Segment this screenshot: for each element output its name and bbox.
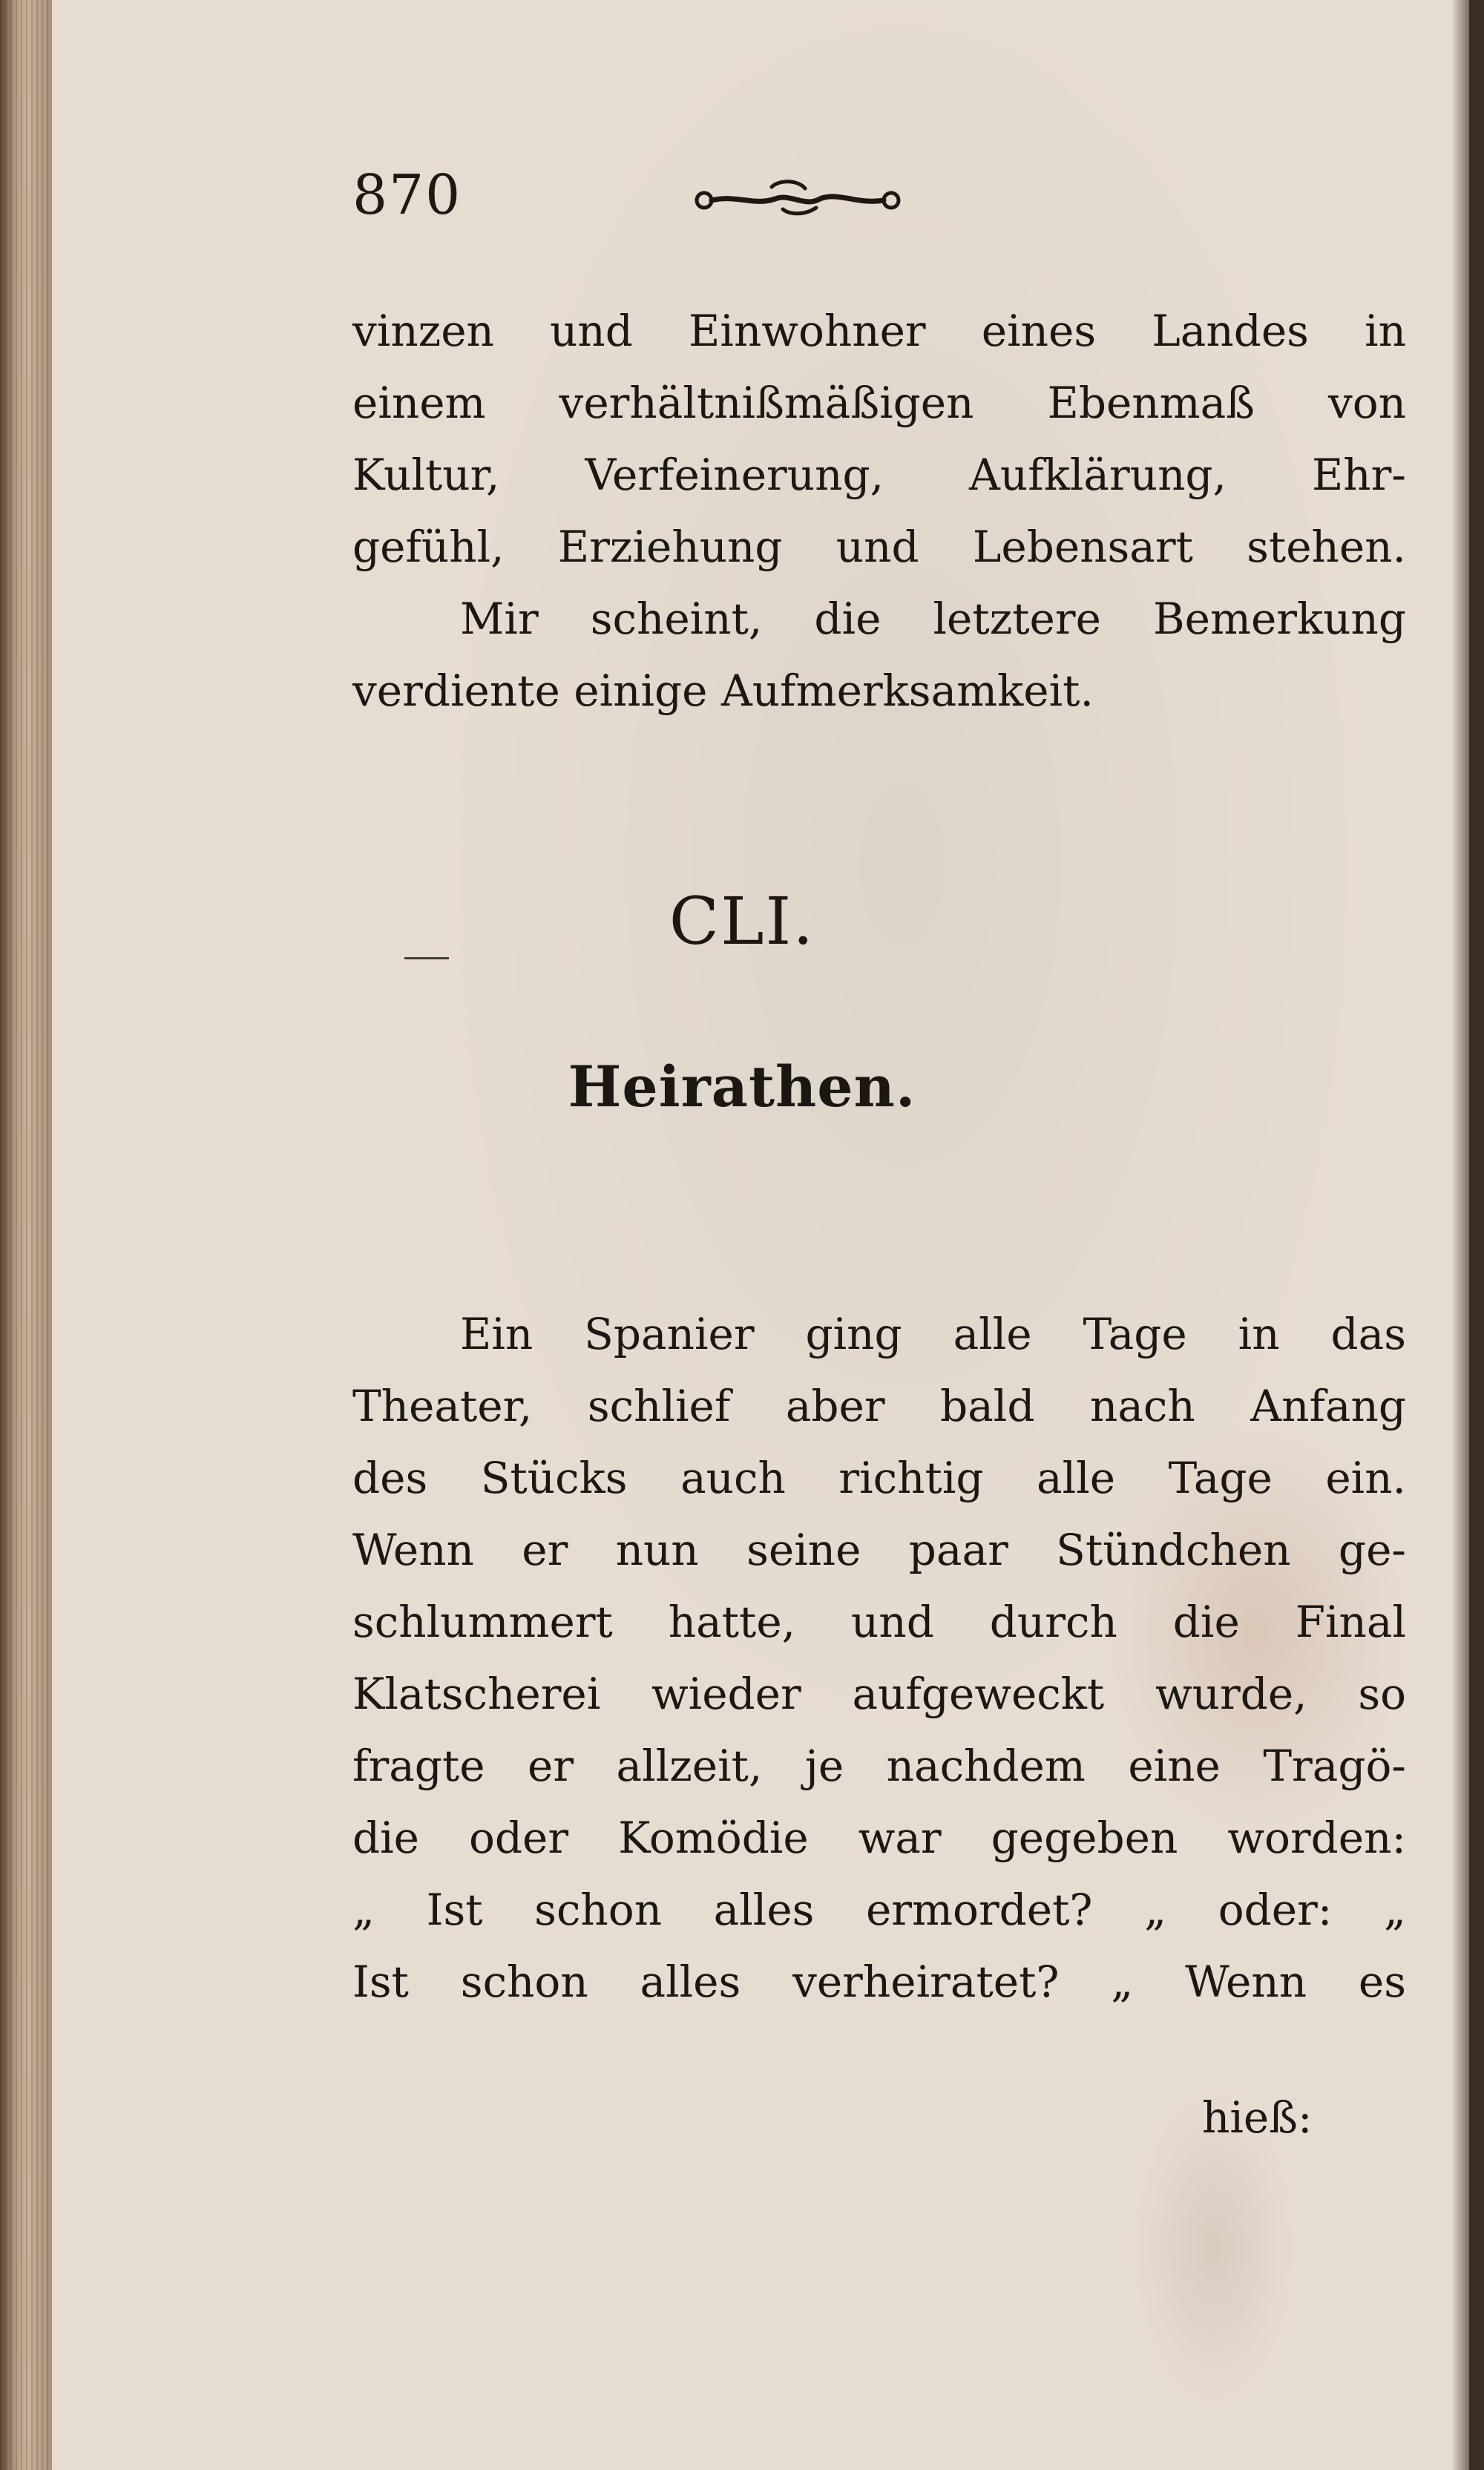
text-line: Mir scheint, die letztere Bemerkung — [460, 594, 1406, 644]
book-page-edge — [0, 0, 52, 2470]
paragraph-continued — [352, 295, 1406, 727]
page-number: 870 — [352, 163, 462, 227]
text-line: Kultur, Verfeinerung, Aufklärung, Ehr- — [352, 450, 1406, 500]
text-line: verdiente einige Aufmerksamkeit. — [352, 666, 1094, 716]
text-line: „ Ist schon alles ermordet? „ oder: „ — [352, 1885, 1406, 1935]
text-line: die oder Komödie war gegeben worden: — [352, 1813, 1406, 1863]
text-line: Ein Spanier ging alle Tage in das — [460, 1309, 1406, 1359]
section-number: CLI. — [669, 883, 815, 959]
ornament-icon — [694, 172, 902, 224]
page-header — [352, 163, 1020, 230]
text-line: vinzen und Einwohner eines Landes in — [352, 306, 1406, 356]
text-line: Theater, schlief aber bald nach Anfang — [352, 1381, 1406, 1431]
text-line: Wenn er nun seine paar Stündchen ge- — [352, 1525, 1406, 1575]
page-gutter-shadow — [1451, 0, 1469, 2470]
paragraph-anecdote — [352, 1298, 1406, 2018]
text-line: gefühl, Erziehung und Lebensart stehen. — [352, 522, 1406, 572]
section-title: Heirathen. — [568, 1054, 916, 1120]
text-line: Ist schon alles verheiratet? „ Wenn es — [352, 1957, 1406, 2007]
text-line: fragte er allzeit, je nachdem eine Tragö- — [352, 1741, 1406, 1791]
text-line: einem verhältnißmäßigen Ebenmaß von — [352, 378, 1406, 428]
text-line: Klatscherei wieder aufgeweckt wurde, so — [352, 1669, 1406, 1719]
text-line: schlummert hatte, und durch die Final — [352, 1597, 1406, 1647]
text-line: des Stücks auch richtig alle Tage ein. — [352, 1453, 1406, 1503]
margin-dash — [404, 957, 449, 959]
catchword: hieß: — [1202, 2092, 1313, 2143]
